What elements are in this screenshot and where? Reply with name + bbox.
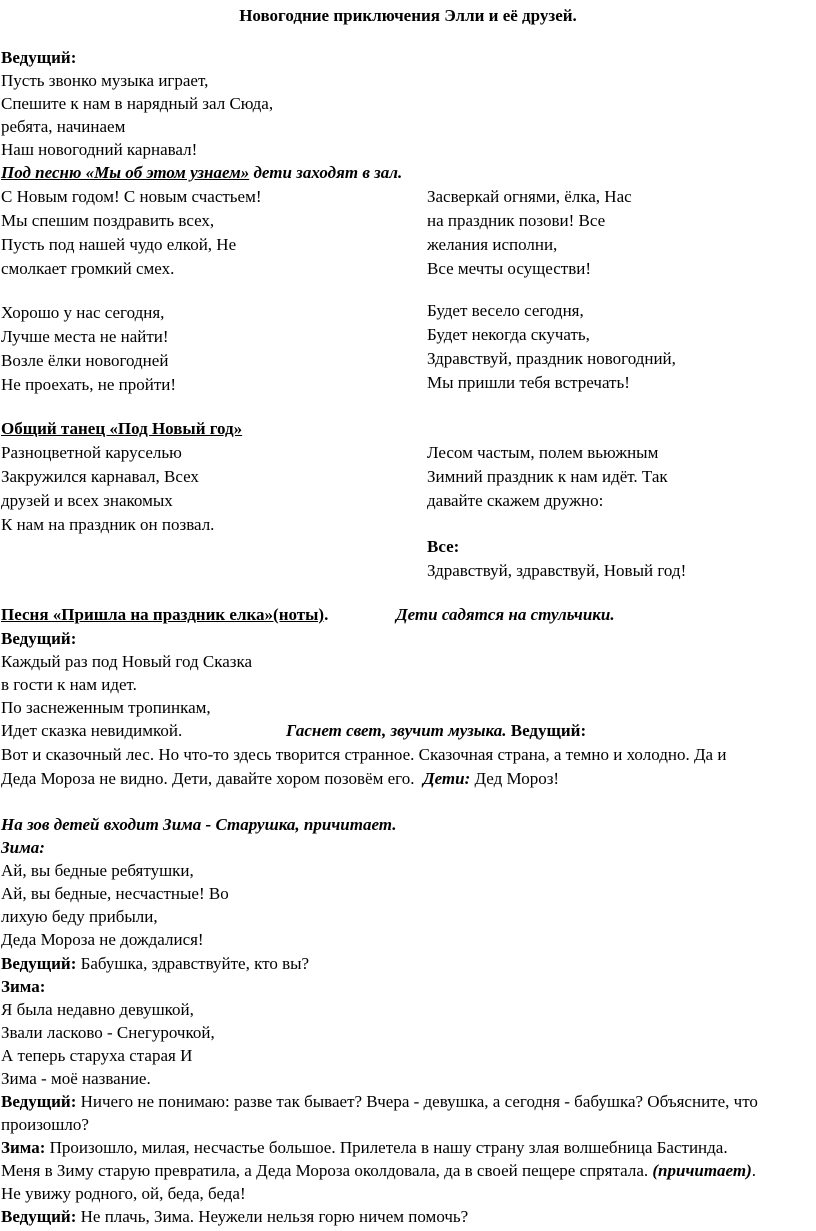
stage-direction: Гаснет свет, звучит музыка. [286,721,507,740]
poem-line: Здравствуй, праздник новогодний, [427,349,676,368]
dialog-line [1,1205,468,1229]
verse-line: Идет сказка невидимкой. [1,721,183,740]
song-title: Под песню «Мы об этом узнаем» [1,163,250,182]
poem-line: друзей и всех знакомых [1,491,173,510]
dialog-text: Бабушка, здравствуйте, кто вы? [76,954,310,973]
speaker-zima: Зима: [1,977,46,996]
dialog-line [1,952,309,976]
poem-line: Зимний праздник к нам идёт. Так [427,467,668,486]
verse-line: ребята, начинаем [1,117,126,136]
poem-line: на праздник позови! Все [427,211,606,230]
poem-line: К нам на праздник он позвал. [1,515,215,534]
verse-line: Ай, вы бедные, несчастные! Во [1,884,229,903]
speaker-host: Ведущий: [1,954,77,973]
paragraph-line [1,767,559,791]
poem-line: Хорошо у нас сегодня, [1,303,165,322]
song-heading [1,603,328,627]
stage-direction: На зов детей входит Зима - Старушка, причитает. [1,815,397,834]
dialog-text: Не плачь, Зима. Неужели нельзя горю ничем помочь? [76,1207,469,1226]
stage-direction-line [286,719,586,743]
dialog-line: Не увижу родного, ой, беда, беда! [1,1184,246,1203]
poem-line: Здравствуй, здравствуй, Новый год! [427,561,687,580]
speaker-host: Ведущий: [1,1207,77,1226]
poem-line: Мы спешим поздравить всех, [1,211,215,230]
speaker-host: Ведущий: [506,721,587,740]
poem-line: Лесом частым, полем вьюжным [427,443,659,462]
dance-heading: Общий танец «Под Новый год» [1,419,243,438]
poem-line: Разноцветной каруселью [1,443,182,462]
verse-line: Звали ласково - Снегурочкой, [1,1023,215,1042]
verse-line: лихую беду прибыли, [1,907,158,926]
dialog-dot: . [751,1161,757,1180]
song-heading-text: Песня «Пришла на праздник елка»(ноты) [1,605,325,624]
speaker-host: Ведущий: [1,48,77,67]
verse-line: в гости к нам идет. [1,675,137,694]
song-heading-dot: . [324,605,329,624]
poem-line: Мы пришли тебя встречать! [427,373,630,392]
poem-line: смолкает громкий смех. [1,259,175,278]
dialog-text: Ничего не понимаю: разве так бывает? Вчера - девушка, а сегодня - бабушка? Объясните, что [76,1092,758,1111]
verse-line: Деда Мороза не дождалися! [1,930,204,949]
speaker-all: Все: [427,537,460,556]
poem-line: Не проехать, не пройти! [1,375,177,394]
paragraph-line: Вот и сказочный лес. Но что-то здесь творится странное. Сказочная страна, а темно и холодно. Да и [1,745,727,764]
stage-direction: (причитает) [652,1161,752,1180]
dialog-line: произошло? [1,1115,89,1134]
stage-direction: Дети садятся на стульчики. [396,605,615,624]
verse-line: Зима - моё название. [1,1069,151,1088]
kids-reply: Дед Мороз! [470,769,560,788]
poem-line: Возле ёлки новогодней [1,351,169,370]
poem-line: С Новым годом! С новым счастьем! [1,187,262,206]
poem-line: Закружился карнавал, Всех [1,467,199,486]
dialog-line [1,1136,728,1160]
verse-line: Ай, вы бедные ребятушки, [1,861,194,880]
dialog-text: Меня в Зиму старую превратила, а Деда Мороза околдовала, да в своей пещере спрятала. [1,1161,653,1180]
verse-line: А теперь старуха старая И [1,1046,193,1065]
verse-line: Каждый раз под Новый год Сказка [1,652,253,671]
verse-line: Наш новогодний карнавал! [1,140,198,159]
verse-line: Я была недавно девушкой, [1,1000,194,1019]
poem-line: Лучше места не найти! [1,327,169,346]
speaker-kids: Дети: [422,769,471,788]
poem-line: давайте скажем дружно: [427,491,604,510]
poem-line: Пусть под нашей чудо елкой, Не [1,235,237,254]
dialog-line [1,1090,758,1114]
stage-direction [1,161,402,185]
poem-line: Все мечты осуществи! [427,259,591,278]
dialog-text: Произошло, милая, несчастье большое. Прилетела в нашу страну злая волшебница Бастинда. [45,1138,728,1157]
verse-line: Спешите к нам в нарядный зал Сюда, [1,94,274,113]
paragraph-text: Деда Мороза не видно. Дети, давайте хором позовём его. [1,769,415,788]
poem-line: Будет некогда скучать, [427,325,590,344]
speaker-zima: Зима: [1,1138,46,1157]
speaker-zima: Зима: [1,838,45,857]
poem-line: Будет весело сегодня, [427,301,584,320]
dialog-line [1,1159,756,1183]
verse-line: Пусть звонко музыка играет, [1,71,209,90]
document-title: Новогодние приключения Элли и её друзей. [239,6,577,25]
stage-direction-text: дети заходят в зал. [249,163,403,182]
speaker-host: Ведущий: [1,1092,77,1111]
poem-line: Засверкай огнями, ёлка, Нас [427,187,632,206]
verse-line: По заснеженным тропинкам, [1,698,211,717]
speaker-host: Ведущий: [1,629,77,648]
poem-line: желания исполни, [427,235,558,254]
